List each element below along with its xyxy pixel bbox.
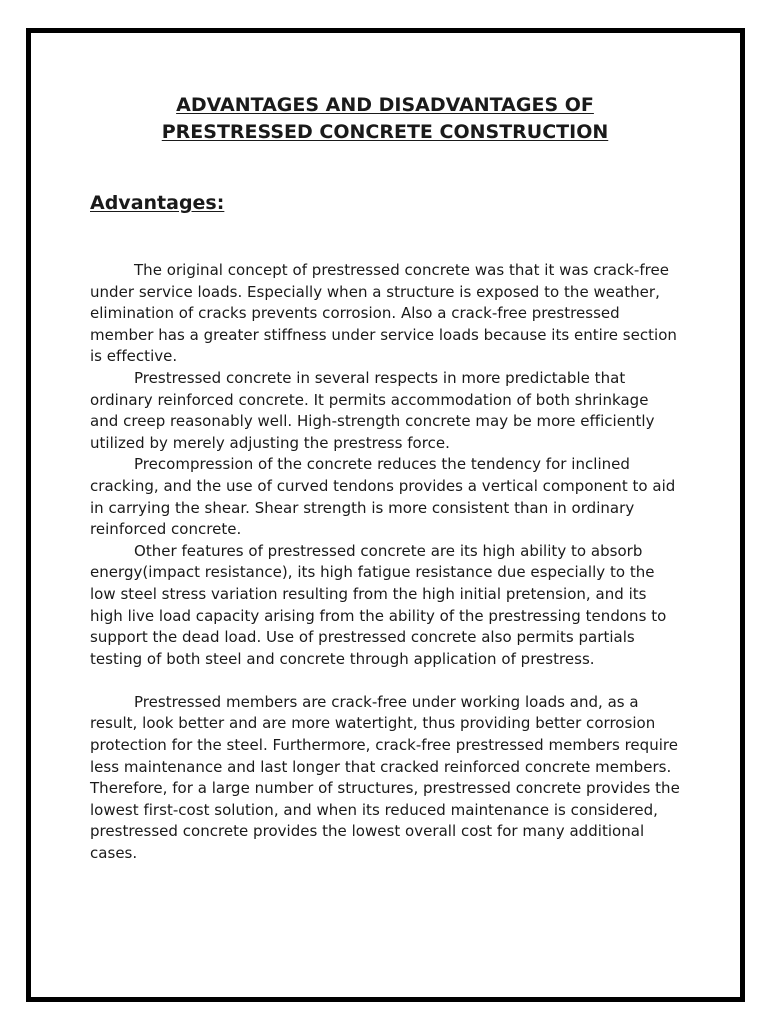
document-title <box>90 92 680 146</box>
paragraph-precompression: Precompression of the concrete reduces the tendency for inclined cracking, and the use of curved tendons provides a vertical component to aid in carrying the shear. Shear strength is more consistent than in ordinary reinforced concrete. <box>90 455 676 539</box>
paragraph-other-features: Other features of prestressed concrete are its high ability to absorb energy(impact resistance), its high fatigue resistance due especially to the low steel stress variation resulting from the high initial pretension, and its high live load capacity arising from the ability of the prestressing tendons to support the dead load. Use of prestressed concrete also permits partials testing of both steel and concrete through application of prestress. <box>90 541 667 668</box>
section-heading-advantages: Advantages: <box>90 192 225 214</box>
paragraph-predictability: Prestressed concrete in several respects in more predictable that ordinary reinforced concrete. It permits accommodation of both shrinkage and creep reasonably well. High-strength concrete may be more efficiently utilized by merely adjusting the prestress force. <box>90 368 655 452</box>
title-line-1: ADVANTAGES AND DISADVANTAGES OF <box>176 94 594 116</box>
paragraph-crack-free: The original concept of prestressed concrete was that it was crack-free under service loads. Especially when a structure is exposed to the weather, elimination of cracks prevents corrosion. Also a crack-free prestressed member has a greater stiffness under service loads because its entire section is effective. <box>90 261 677 366</box>
title-line-2: PRESTRESSED CONCRETE CONSTRUCTION <box>161 121 609 143</box>
paragraph-maintenance-cost: Prestressed members are crack-free under working loads and, as a result, look better and are more watertight, thus providing better corrosion protection for the steel. Furthermore, crack-free prestressed members require less maintenance and last longer that cracked reinforced concrete members. Therefore, for a large number of structures, prestressed concrete provides the lowest first-cost solution, and when its reduced maintenance is considered, prestressed concrete provides the lowest overall cost for many additional cases. <box>90 692 680 863</box>
document-body <box>90 260 680 865</box>
document-content <box>90 92 680 865</box>
